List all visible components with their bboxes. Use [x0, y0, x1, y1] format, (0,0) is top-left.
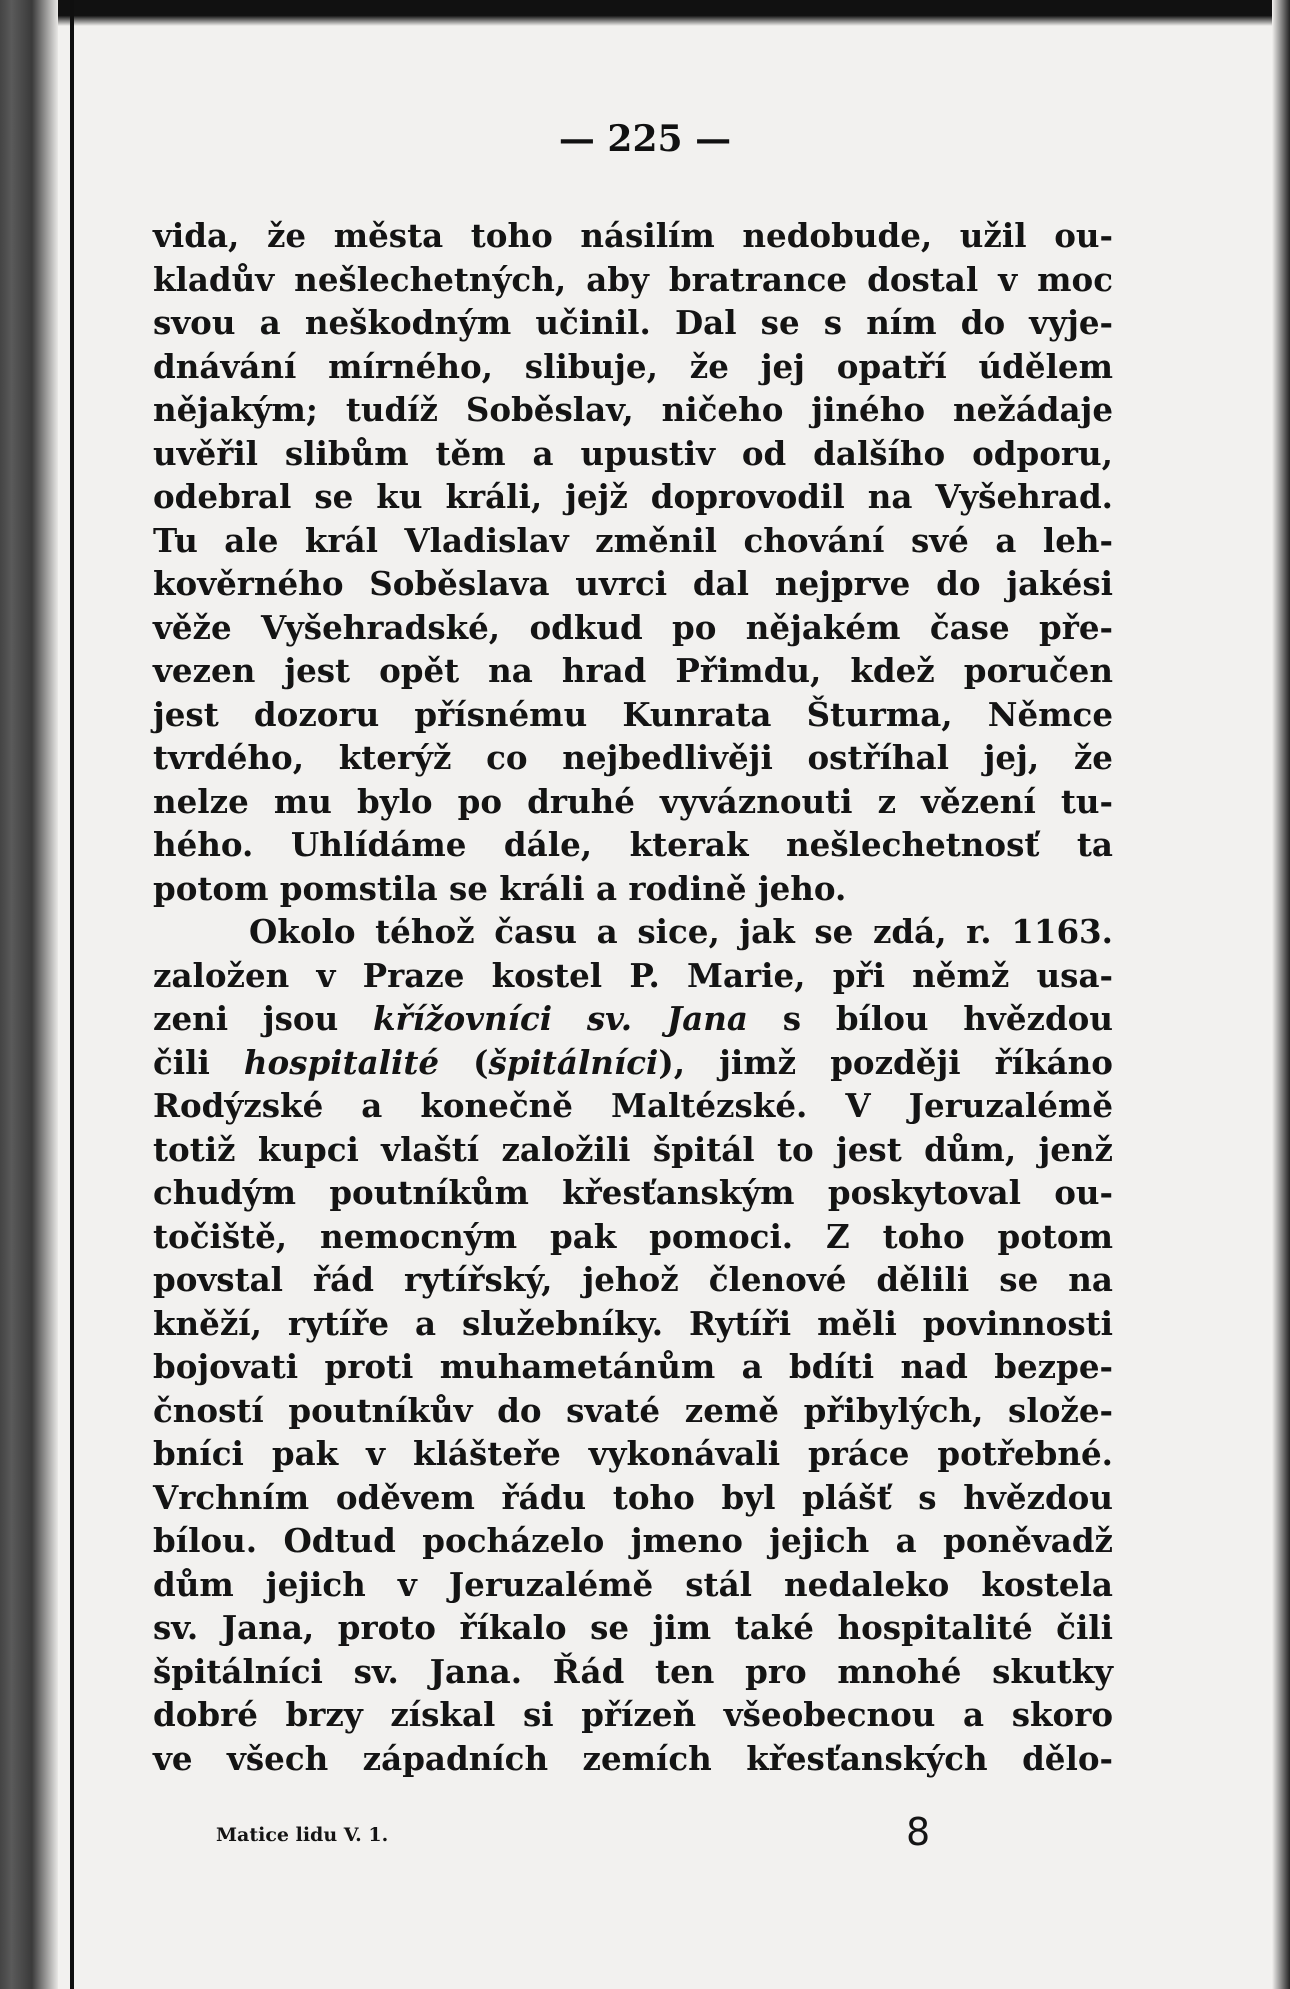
text-line: Rodýzské a konečně Maltézské. V Jeruzalémě [153, 1086, 1113, 1125]
text-line: dnávání mírného, slibuje, že jej opatří údělem [153, 346, 1113, 386]
text-line: špitálníci sv. Jana. Řád ten pro mnohé skutky [153, 1651, 1113, 1691]
text-line-with-italic: čili hospitalité (špitálníci), jimž později říkáno [153, 1042, 1113, 1082]
text-line: kladův nešlechetných, aby bratrance dostal v moc [153, 259, 1113, 299]
scan-top-shadow [0, 0, 1290, 26]
printer-signature: Matice lidu V. 1. [216, 1824, 389, 1846]
scan-left-edge-line [70, 0, 74, 1989]
text-line: Tu ale král Vladislav změnil chování své a leh- [153, 520, 1113, 560]
scan-right-shadow [1272, 0, 1290, 1989]
text-line: tvrdého, kterýž co nejbedlivěji ostříhal jej, že [153, 738, 1113, 777]
text-line: dobré brzy získal si přízeň všeobecnou a skoro [153, 1695, 1113, 1734]
text-line: bojovati proti muhametánům a bdíti nad bezpe- [153, 1347, 1113, 1386]
body-text [153, 214, 1113, 1780]
text-line: nějakým; tudíž Soběslav, ničeho jiného nežádaje [153, 390, 1113, 429]
text-line: bílou. Odtud pocházelo jmeno jejich a poněvadž [153, 1521, 1113, 1560]
text-line: založen v Praze kostel P. Marie, při němž usa- [153, 955, 1113, 995]
text-line: uvěřil slibům těm a upustiv od dalšího odporu, [153, 433, 1113, 473]
page-number: — 225 — [558, 118, 732, 160]
text-line: dům jejich v Jeruzalémě stál nedaleko kostela [153, 1564, 1113, 1604]
scan-left-gutter [0, 0, 58, 1989]
text-line-paragraph-start: Okolo téhož času a sice, jak se zdá, r. 1163. [249, 912, 1113, 951]
text-line: totiž kupci vlaští založili špitál to jest dům, jenž [153, 1129, 1113, 1169]
italic-term: špitálníci [488, 1042, 659, 1082]
text-line: povstal řád rytířský, jehož členové dělili se na [153, 1260, 1113, 1299]
text-line: jest dozoru přísnému Kunrata Šturma, Němce [153, 694, 1113, 734]
text-line: hého. Uhlídáme dále, kterak nešlechetnosť ta [153, 825, 1113, 864]
italic-term: hospitalité [243, 1042, 440, 1082]
text-line: nelze mu bylo po druhé vyváznouti z vězení tu- [153, 781, 1113, 821]
text-line-with-italic: zeni jsou křížovníci sv. Jana s bílou hvězdou [153, 999, 1113, 1038]
italic-term: křížovníci sv. Jana [373, 999, 748, 1038]
text-line: vezen jest opět na hrad Přimdu, kdež poručen [153, 651, 1113, 690]
text-line: kněží, rytíře a služebníky. Rytíři měli povinnosti [153, 1303, 1113, 1343]
sheet-number: 8 [906, 1810, 931, 1854]
text-line-paragraph-end: potom pomstila se králi a rodině jeho. [153, 868, 847, 908]
text-line: svou a neškodným učinil. Dal se s ním do vyje- [153, 303, 1113, 342]
text-line: čností poutníkův do svaté země přibylých, slože- [153, 1390, 1113, 1430]
text-line: odebral se ku králi, jejž doprovodil na Vyšehrad. [153, 477, 1113, 516]
text-line: sv. Jana, proto říkalo se jim také hospitalité čili [153, 1608, 1113, 1647]
text-line: kověrného Soběslava uvrci dal nejprve do jakési [153, 564, 1113, 603]
text-line: bníci pak v klášteře vykonávali práce potřebné. [153, 1434, 1113, 1473]
text-line: chudým poutníkům křesťanským poskytoval ou- [153, 1173, 1113, 1212]
text-line: ve všech západních zemích křesťanských dělo- [153, 1738, 1113, 1778]
text-line: věže Vyšehradské, odkud po nějakém čase pře- [153, 607, 1113, 647]
text-line: vida, že města toho násilím nedobude, užil ou- [153, 216, 1113, 255]
text-line: Vrchním oděvem řádu toho byl plášť s hvězdou [153, 1477, 1113, 1517]
text-line: točiště, nemocným pak pomoci. Z toho potom [153, 1216, 1113, 1256]
